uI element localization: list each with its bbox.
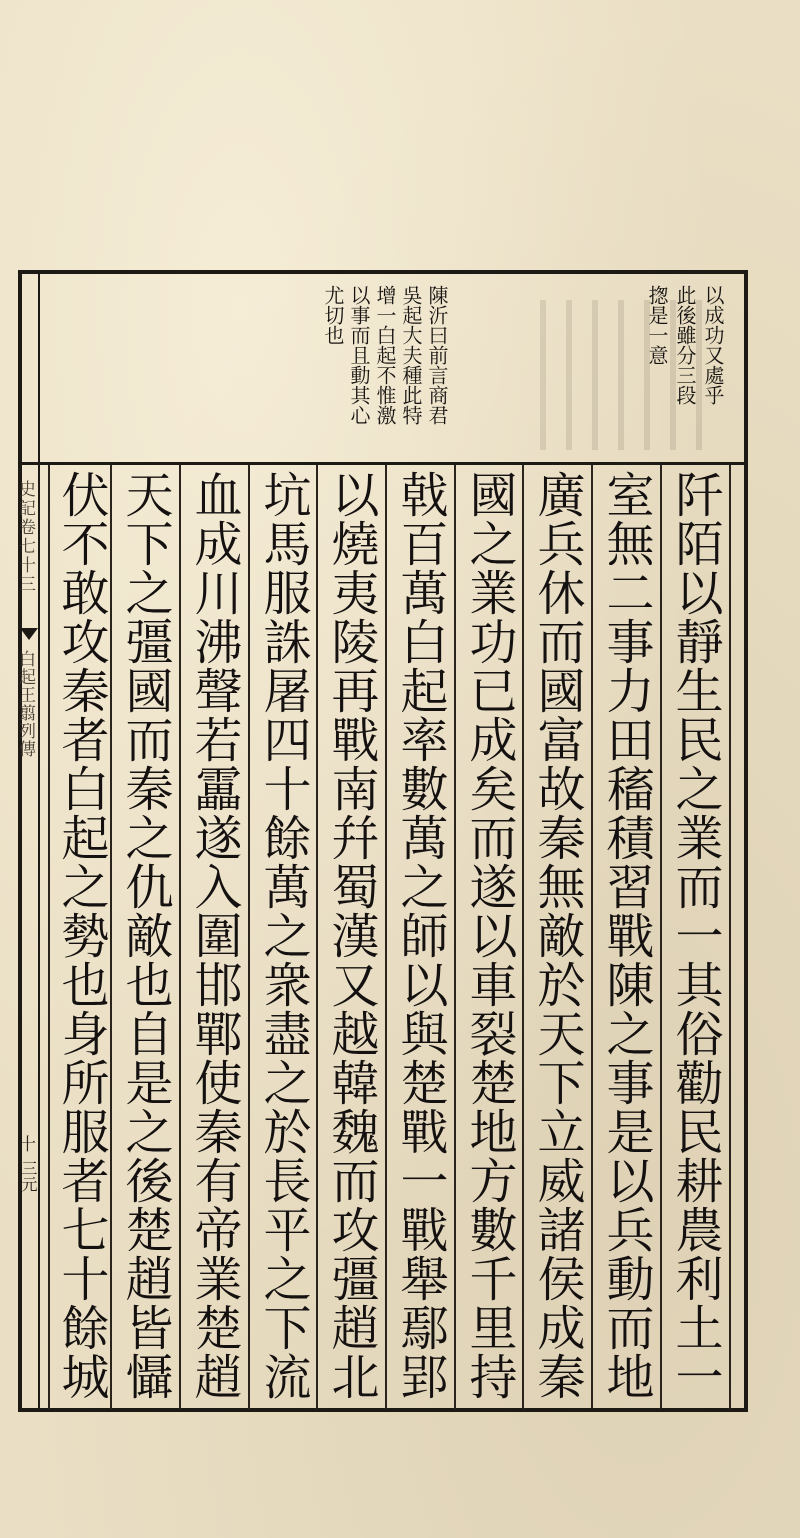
main-text-column: 以燒夷陵再戰南幷蜀漢又越韓魏而攻彊趙北	[323, 470, 379, 1401]
column-rule	[316, 465, 318, 1409]
commentary-column: 陳沂曰前言商君	[425, 285, 449, 425]
column-rule	[660, 465, 662, 1409]
column-rule	[248, 465, 250, 1409]
column-rule	[385, 465, 387, 1409]
main-text-column: 天下之彊國而秦之仇敵也自是之後楚趙皆懾	[117, 470, 173, 1401]
commentary-column: 揔是一意	[645, 285, 669, 365]
page-gutter	[15, 272, 40, 1410]
main-text-column: 坑馬服誅屠四十餘萬之衆盡之於長平之下流	[255, 470, 311, 1401]
commentary-column: 以成功又處乎	[701, 285, 725, 405]
column-rule	[591, 465, 593, 1409]
main-text-column: 室無二事力田稸積習戰陳之事是以兵動而地	[598, 470, 654, 1401]
commentary-column: 此後雖分三段	[673, 285, 697, 405]
column-rule	[48, 465, 50, 1409]
gutter-subtitle: 白起王翦列傳	[15, 650, 35, 758]
leaf-marker: 十	[15, 1135, 35, 1152]
main-text-column: 伏不敢攻秦者白起之勢也身所服者七十餘城	[53, 470, 109, 1401]
main-text-column: 國之業功已成矣而遂以車裂楚地方數千里持	[461, 470, 517, 1401]
commentary-column: 吳起大夫種此特	[399, 285, 423, 425]
header-rule	[18, 462, 748, 465]
main-text-column: 血成川沸聲若靁遂入圍邯鄲使秦有帝業楚趙	[186, 470, 242, 1401]
commentary-column: 以事而且動其心	[347, 285, 371, 425]
main-text-column: 戟百萬白起率數萬之師以與楚戰一戰舉鄢郢	[392, 470, 448, 1401]
gutter-title: 史記卷七十三	[15, 480, 35, 594]
column-rule	[522, 465, 524, 1409]
commentary-column: 增一白起不惟激	[373, 285, 397, 425]
commentary-column: 尤切也	[321, 285, 345, 345]
main-text-column: 廣兵休而國富故秦無敵於天下立威諸侯成秦	[529, 470, 585, 1401]
column-rule	[110, 465, 112, 1409]
column-rule	[454, 465, 456, 1409]
main-text-column: 阡陌以靜生民之業而一其俗勸民耕農利土一	[667, 470, 723, 1401]
column-rule	[729, 465, 731, 1409]
fishtail-mark	[20, 628, 38, 640]
column-rule	[179, 465, 181, 1409]
page-number: 三元	[19, 1160, 38, 1192]
